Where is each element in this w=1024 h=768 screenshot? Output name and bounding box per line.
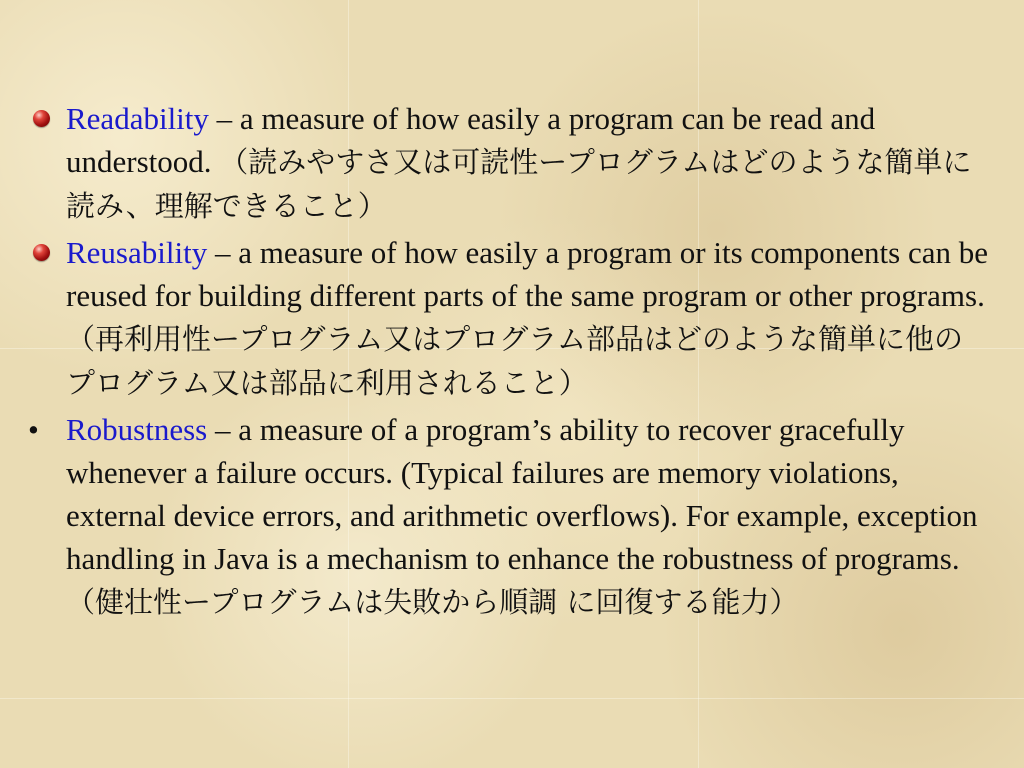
- list-item-robustness: [0, 408, 1024, 624]
- definition-readability: – a measure of how easily a program can be read and understood.: [66, 101, 876, 179]
- japanese-readability: （読みやすさ又は可読性ープログラムはどのような簡単に読み、理解できること）: [66, 145, 972, 223]
- dot-bullet-icon: •: [28, 412, 39, 447]
- red-orb-bullet-icon: [33, 244, 50, 261]
- definition-reusability: – a measure of how easily a program or its components can be reused for building different parts of the same program or other programs.: [66, 235, 989, 313]
- slide-content: [0, 97, 1024, 627]
- term-reusability: Reusability: [66, 235, 208, 270]
- term-robustness: Robustness: [66, 412, 208, 447]
- japanese-robustness: （健壮性ープログラムは失敗から順調 に回復する能力）: [66, 585, 799, 619]
- list-item-readability: [0, 97, 1024, 228]
- term-readability: Readability: [66, 101, 209, 136]
- background-seam: [0, 698, 1024, 699]
- japanese-reusability: （再利用性ープログラム又はプログラム部品はどのような簡単に他のプログラム又は部品に利用されること）: [66, 322, 963, 400]
- red-orb-bullet-icon: [33, 110, 50, 127]
- list-item-reusability: [0, 231, 1024, 405]
- definition-robustness: – a measure of a program’s ability to recover gracefully whenever a failure occurs. (Typical failures are memory violations, external device errors, and arithmetic overflows). For example, exception handling in Java is a mechanism to enhance the robustness of programs.: [66, 412, 978, 576]
